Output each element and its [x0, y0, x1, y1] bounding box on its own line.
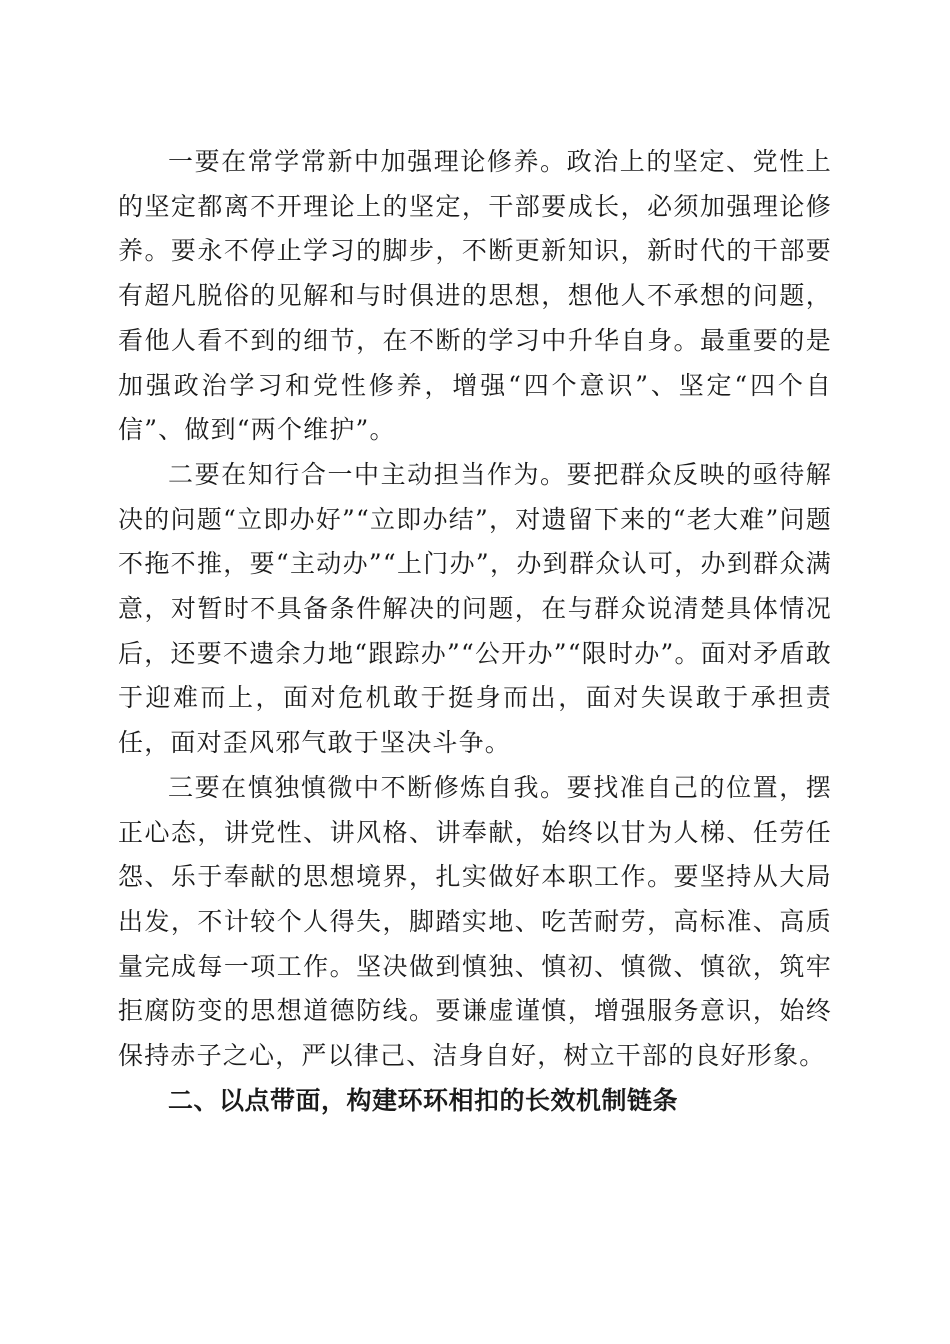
- paragraph-taking-responsibility: 二要在知行合一中主动担当作为。要把群众反映的亟待解决的问题“立即办好”“立即办结”，对遗留下来的“老大难”问题不拖不推，要“主动办”“上门办”，办到群众认可，办到群众满意，对暂时不具备条件解决的问题，在与群众说清楚具体情况后，还要不遗余力地“跟踪办”“公开办”“限时办”。面对矛盾敢于迎难而上，面对危机敢于挺身而出，面对失误敢于承担责任，面对歪风邪气敢于坚决斗争。: [118, 459, 832, 758]
- section-heading: 二、以点带面，构建环环相扣的长效机制链条: [168, 1085, 679, 1115]
- paragraph-self-discipline: 三要在慎独慎微中不断修炼自我。要找准自己的位置，摆正心态，讲党性、讲风格、讲奉献，始终以甘为人梯、任劳任怨、乐于奉献的思想境界，扎实做好本职工作。要坚持从大局出发，不计较个人得失，脚踏实地、吃苦耐劳，高标准、高质量完成每一项工作。坚决做到慎独、慎初、慎微、慎欲，筑牢拒腐防变的思想道德防线。要谦虚谨慎，增强服务意识，始终保持赤子之心，严以律己、洁身自好，树立干部的良好形象。: [118, 772, 832, 1071]
- document-page: [118, 140, 832, 1123]
- paragraph-theory-study: 一要在常学常新中加强理论修养。政治上的坚定、党性上的坚定都离不开理论上的坚定，干部要成长，必须加强理论修养。要永不停止学习的脚步，不断更新知识，新时代的干部要有超凡脱俗的见解和与时俱进的思想，想他人不承想的问题，看他人看不到的细节，在不断的学习中升华自身。最重要的是加强政治学习和党性修养，增强“四个意识”、坚定“四个自信”、做到“两个维护”。: [118, 147, 832, 445]
